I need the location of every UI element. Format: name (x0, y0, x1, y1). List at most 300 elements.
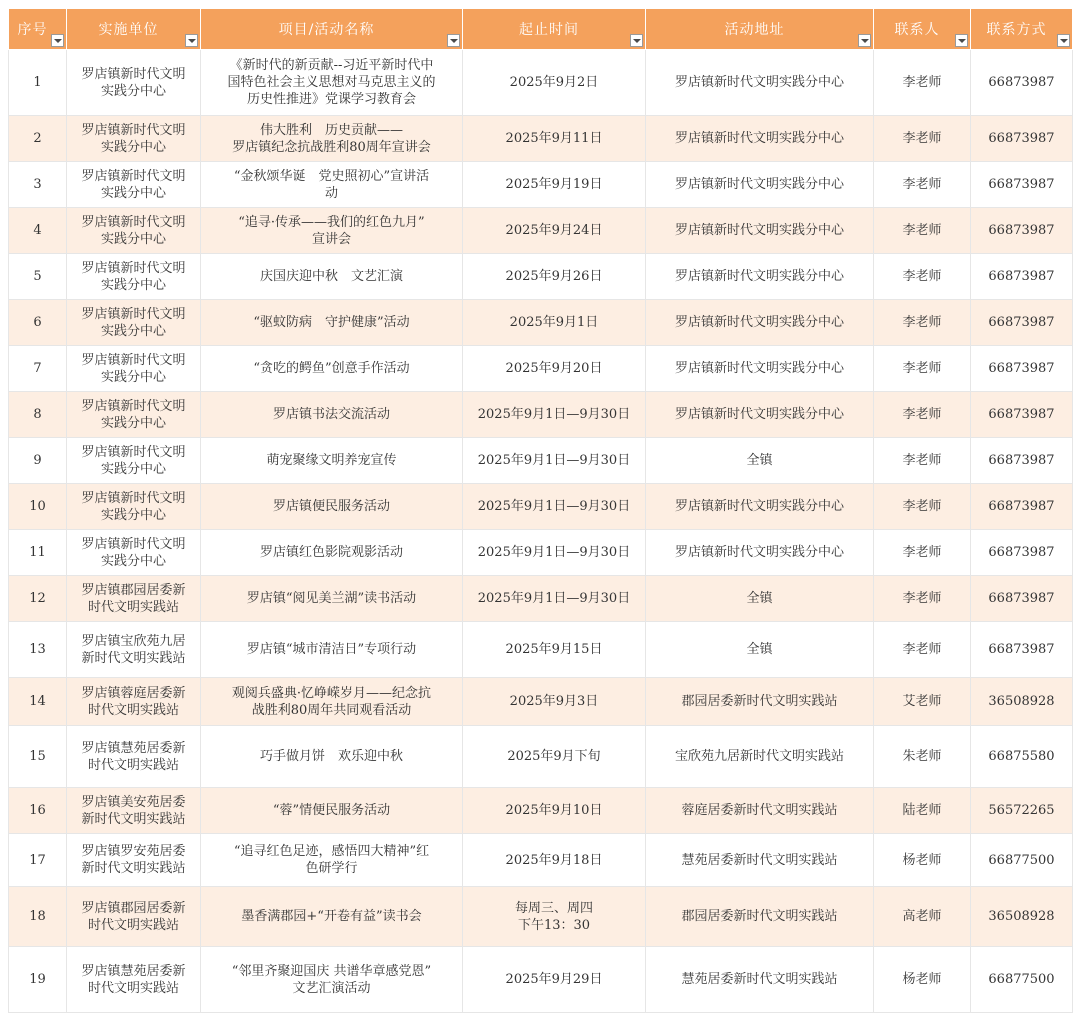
cell-phone[interactable] (971, 834, 1073, 887)
row-number[interactable] (9, 530, 67, 576)
row-number[interactable] (9, 726, 67, 788)
cell-place[interactable] (646, 50, 874, 116)
header-label: 联系方式 (986, 22, 1047, 38)
cell-place[interactable] (646, 254, 874, 300)
cell-time[interactable] (463, 622, 646, 678)
cell-place[interactable] (646, 300, 874, 346)
cell-place-text: 全镇 (746, 642, 773, 657)
cell-place[interactable] (646, 834, 874, 887)
header-label: 起止时间 (519, 22, 579, 38)
cell-contact[interactable] (874, 622, 971, 678)
cell-unit-text: 罗店镇罗安苑居委 新时代文明实践站 (81, 844, 186, 876)
cell-place-text: 宝欣苑九居新时代文明实践站 (674, 749, 844, 764)
cell-unit[interactable] (67, 678, 201, 726)
cell-time-text: 2025年9月29日 (505, 972, 603, 987)
cell-unit-text: 罗店镇郡园居委新 时代文明实践站 (81, 900, 186, 933)
row-number-text: 11 (29, 545, 46, 560)
cell-time-text: 2025年9月下旬 (507, 749, 601, 764)
cell-place[interactable] (646, 346, 874, 392)
cell-unit-text: 罗店镇新时代文明 实践分中心 (81, 536, 186, 569)
cell-time[interactable] (463, 50, 646, 116)
table-row (9, 887, 1073, 947)
filter-dropdown-icon[interactable] (447, 34, 460, 47)
header-cell-name (201, 9, 463, 50)
cell-contact-text: 高老师 (902, 909, 942, 924)
cell-phone-text: 66877500 (988, 972, 1055, 987)
row-number[interactable] (9, 834, 67, 887)
cell-time[interactable] (463, 116, 646, 162)
header-row (9, 9, 1073, 50)
cell-contact[interactable] (874, 50, 971, 116)
cell-phone[interactable] (971, 887, 1073, 947)
cell-phone[interactable] (971, 622, 1073, 678)
row-number[interactable] (9, 947, 67, 1013)
row-number[interactable] (9, 887, 67, 947)
cell-activity-name-text: 罗店镇便民服务活动 (272, 499, 390, 514)
row-number[interactable] (9, 438, 67, 484)
table-row (9, 254, 1073, 300)
row-number[interactable] (9, 50, 67, 116)
row-number-text: 4 (33, 223, 42, 238)
table-row (9, 116, 1073, 162)
cell-place-text: 罗店镇新时代文明实践分中心 (674, 315, 844, 330)
table-row (9, 484, 1073, 530)
cell-contact-text: 李老师 (902, 75, 942, 90)
row-number[interactable] (9, 678, 67, 726)
cell-unit[interactable] (67, 947, 201, 1013)
cell-contact[interactable] (874, 947, 971, 1013)
cell-phone[interactable] (971, 530, 1073, 576)
cell-place-text: 罗店镇新时代文明实践分中心 (674, 499, 844, 514)
cell-time-text: 2025年9月3日 (509, 694, 599, 709)
row-number[interactable] (9, 300, 67, 346)
header-label: 活动地址 (724, 22, 785, 38)
cell-activity-name[interactable] (201, 346, 463, 392)
row-number-text: 9 (33, 453, 42, 468)
table-row (9, 947, 1073, 1013)
cell-activity-name-text: “追寻·传承——我们的红色九月” 宣讲会 (238, 214, 425, 247)
row-number-text: 10 (29, 499, 46, 514)
row-number-text: 18 (29, 909, 46, 924)
cell-place-text: 罗店镇新时代文明实践分中心 (674, 361, 844, 376)
cell-time[interactable] (463, 484, 646, 530)
cell-contact[interactable] (874, 834, 971, 887)
cell-contact-text: 李老师 (902, 223, 942, 238)
cell-time[interactable] (463, 576, 646, 622)
cell-contact-text: 李老师 (902, 591, 942, 606)
table-body (9, 50, 1073, 1013)
cell-unit-text: 罗店镇新时代文明 实践分中心 (81, 490, 186, 523)
cell-place[interactable] (646, 678, 874, 726)
row-number-text: 8 (33, 407, 42, 422)
cell-unit-text: 罗店镇新时代文明 实践分中心 (81, 260, 186, 293)
cell-contact[interactable] (874, 484, 971, 530)
cell-unit[interactable] (67, 116, 201, 162)
cell-unit-text: 罗店镇新时代文明 实践分中心 (81, 214, 186, 247)
filter-dropdown-icon[interactable] (955, 34, 968, 47)
cell-contact-text: 李老师 (902, 545, 942, 560)
cell-phone-text: 66877500 (988, 852, 1055, 868)
cell-activity-name[interactable] (201, 50, 463, 116)
cell-activity-name-text: “邻里齐聚迎国庆 共谱华章感党恩” 文艺汇演活动 (231, 963, 432, 996)
cell-unit[interactable] (67, 726, 201, 788)
cell-phone[interactable] (971, 484, 1073, 530)
cell-time-text: 2025年9月2日 (509, 75, 599, 90)
cell-phone[interactable] (971, 788, 1073, 834)
cell-contact[interactable] (874, 530, 971, 576)
cell-place-text: 郡园居委新时代文明实践站 (681, 694, 838, 709)
row-number-text: 15 (29, 749, 46, 764)
cell-phone[interactable] (971, 678, 1073, 726)
cell-activity-name[interactable] (201, 788, 463, 834)
cell-time-text: 2025年9月1日—9月30日 (477, 453, 631, 468)
cell-activity-name[interactable] (201, 116, 463, 162)
cell-contact-text: 杨老师 (902, 972, 942, 987)
row-number-text: 14 (29, 694, 46, 709)
cell-contact-text: 陆老师 (902, 803, 942, 818)
cell-place[interactable] (646, 392, 874, 438)
cell-place[interactable] (646, 116, 874, 162)
cell-place-text: 罗店镇新时代文明实践分中心 (674, 269, 844, 284)
cell-activity-name-text: “驱蚊防病 守护健康”活动 (253, 315, 410, 330)
cell-activity-name-text: “追寻红色足迹，感悟四大精神”红 色研学行 (233, 844, 430, 876)
cell-contact[interactable] (874, 116, 971, 162)
cell-unit-text: 罗店镇宝欣苑九居 新时代文明实践站 (81, 633, 186, 666)
cell-unit[interactable] (67, 162, 201, 208)
cell-phone-text: 66873987 (988, 177, 1055, 192)
cell-time-text: 2025年9月18日 (505, 852, 603, 868)
cell-time[interactable] (463, 346, 646, 392)
cell-phone-text: 66873987 (988, 315, 1055, 330)
cell-place[interactable] (646, 530, 874, 576)
row-number-text: 19 (29, 972, 46, 987)
cell-unit[interactable] (67, 50, 201, 116)
cell-unit[interactable] (67, 887, 201, 947)
header-label: 序号 (17, 22, 48, 38)
cell-activity-name-text: “金秋颂华诞 党史照初心”宣讲活 动 (233, 168, 430, 201)
table-row (9, 678, 1073, 726)
cell-place-text: 罗店镇新时代文明实践分中心 (674, 407, 844, 422)
cell-place[interactable] (646, 438, 874, 484)
cell-time[interactable] (463, 530, 646, 576)
cell-phone[interactable] (971, 300, 1073, 346)
table-row (9, 162, 1073, 208)
cell-activity-name-text: 墨香满郡园+“开卷有益”读书会 (241, 909, 422, 924)
cell-time-text: 2025年9月1日—9月30日 (477, 407, 631, 422)
cell-time[interactable] (463, 947, 646, 1013)
row-number-text: 13 (29, 642, 46, 657)
cell-time-text: 2025年9月1日—9月30日 (477, 591, 631, 606)
cell-unit-text: 罗店镇新时代文明 实践分中心 (81, 444, 186, 477)
cell-unit[interactable] (67, 788, 201, 834)
header-cell-time (463, 9, 646, 50)
header-label: 实施单位 (98, 22, 159, 38)
cell-place-text: 罗店镇新时代文明实践分中心 (674, 223, 844, 238)
cell-contact[interactable] (874, 887, 971, 947)
cell-phone[interactable] (971, 208, 1073, 254)
cell-contact-text: 李老师 (902, 361, 942, 376)
cell-place-text: 罗店镇新时代文明实践分中心 (674, 545, 844, 560)
cell-phone[interactable] (971, 162, 1073, 208)
cell-contact-text: 李老师 (902, 177, 942, 192)
cell-unit[interactable] (67, 438, 201, 484)
cell-place[interactable] (646, 576, 874, 622)
cell-contact[interactable] (874, 678, 971, 726)
cell-contact[interactable] (874, 576, 971, 622)
row-number-text: 17 (29, 852, 46, 868)
cell-contact-text: 杨老师 (902, 852, 942, 868)
cell-activity-name[interactable] (201, 300, 463, 346)
cell-contact[interactable] (874, 438, 971, 484)
cell-unit[interactable] (67, 254, 201, 300)
cell-phone-text: 66875580 (988, 749, 1055, 764)
cell-time[interactable] (463, 887, 646, 947)
cell-unit-text: 罗店镇新时代文明 实践分中心 (81, 168, 186, 201)
row-number-text: 2 (33, 131, 42, 146)
cell-time-text: 2025年9月1日 (509, 315, 599, 330)
cell-unit-text: 罗店镇新时代文明 实践分中心 (81, 122, 186, 155)
cell-contact[interactable] (874, 788, 971, 834)
cell-place-text: 蓉庭居委新时代文明实践站 (681, 803, 838, 818)
cell-time[interactable] (463, 438, 646, 484)
cell-time[interactable] (463, 392, 646, 438)
activity-table (8, 8, 1073, 1013)
cell-time-text: 2025年9月19日 (505, 177, 603, 192)
cell-activity-name-text: 罗店镇“城市清洁日”专项行动 (246, 642, 417, 657)
cell-unit[interactable] (67, 300, 201, 346)
cell-time-text: 2025年9月11日 (505, 131, 603, 146)
cell-time[interactable] (463, 834, 646, 887)
cell-time[interactable] (463, 254, 646, 300)
cell-place[interactable] (646, 947, 874, 1013)
cell-activity-name[interactable] (201, 726, 463, 788)
cell-activity-name-text: 巧手做月饼 欢乐迎中秋 (259, 749, 403, 764)
cell-activity-name-text: 《新时代的新贡献--习近平新时代中 国特色社会主义思想对马克思主义的 历史性推进》党课学习教育会 (227, 58, 436, 107)
row-number[interactable] (9, 208, 67, 254)
header-cell-no (9, 9, 67, 50)
cell-activity-name[interactable] (201, 392, 463, 438)
row-number[interactable] (9, 346, 67, 392)
table-row (9, 834, 1073, 887)
filter-dropdown-icon[interactable] (630, 34, 643, 47)
cell-unit-text: 罗店镇蓉庭居委新 时代文明实践站 (81, 685, 186, 718)
row-number-text: 1 (33, 75, 42, 90)
header-cell-phone (971, 9, 1073, 50)
cell-activity-name[interactable] (201, 947, 463, 1013)
table-row (9, 726, 1073, 788)
cell-activity-name[interactable] (201, 834, 463, 887)
cell-phone-text: 66873987 (988, 223, 1055, 238)
cell-time[interactable] (463, 726, 646, 788)
cell-place-text: 罗店镇新时代文明实践分中心 (674, 75, 844, 90)
cell-activity-name-text: “贪吃的鳄鱼”创意手作活动 (253, 361, 410, 376)
row-number[interactable] (9, 622, 67, 678)
cell-phone-text: 66873987 (988, 269, 1055, 284)
table-row (9, 576, 1073, 622)
row-number[interactable] (9, 254, 67, 300)
cell-activity-name[interactable] (201, 887, 463, 947)
row-number-text: 6 (33, 315, 42, 330)
filter-dropdown-icon[interactable] (185, 34, 198, 47)
cell-time[interactable] (463, 678, 646, 726)
table-row (9, 208, 1073, 254)
cell-place-text: 罗店镇新时代文明实践分中心 (674, 177, 844, 192)
row-number[interactable] (9, 576, 67, 622)
cell-activity-name[interactable] (201, 530, 463, 576)
cell-activity-name[interactable] (201, 678, 463, 726)
cell-unit[interactable] (67, 392, 201, 438)
row-number-text: 5 (33, 269, 42, 284)
cell-time[interactable] (463, 788, 646, 834)
cell-contact-text: 李老师 (902, 407, 942, 422)
cell-phone[interactable] (971, 392, 1073, 438)
cell-place[interactable] (646, 484, 874, 530)
cell-phone[interactable] (971, 438, 1073, 484)
table-row (9, 300, 1073, 346)
cell-contact[interactable] (874, 392, 971, 438)
cell-contact[interactable] (874, 346, 971, 392)
filter-dropdown-icon[interactable] (51, 34, 64, 47)
cell-activity-name-text: 萌宠聚缘文明养宠宣传 (266, 453, 397, 468)
row-number-text: 3 (33, 177, 42, 192)
row-number[interactable] (9, 392, 67, 438)
filter-dropdown-icon[interactable] (858, 34, 871, 47)
cell-phone-text: 66873987 (988, 453, 1055, 468)
cell-phone-text: 66873987 (988, 499, 1055, 514)
cell-contact-text: 李老师 (902, 131, 942, 146)
cell-activity-name-text: “蓉”情便民服务活动 (272, 803, 391, 818)
cell-place[interactable] (646, 788, 874, 834)
cell-unit-text: 罗店镇新时代文明 实践分中心 (81, 306, 186, 339)
cell-activity-name-text: 观阅兵盛典·忆峥嵘岁月——纪念抗 战胜利80周年共同观看活动 (231, 685, 432, 718)
cell-contact[interactable] (874, 208, 971, 254)
cell-unit-text: 罗店镇郡园居委新 时代文明实践站 (81, 582, 186, 615)
cell-contact[interactable] (874, 726, 971, 788)
cell-phone[interactable] (971, 576, 1073, 622)
cell-activity-name[interactable] (201, 208, 463, 254)
cell-activity-name-text: 罗店镇红色影院观影活动 (259, 545, 403, 560)
cell-contact-text: 朱老师 (902, 749, 942, 764)
cell-unit[interactable] (67, 622, 201, 678)
cell-time-text: 2025年9月24日 (505, 223, 603, 238)
cell-unit[interactable] (67, 834, 201, 887)
cell-phone-text: 36508928 (988, 694, 1055, 709)
header-label: 项目/活动名称 (278, 22, 375, 38)
cell-phone-text: 36508928 (988, 909, 1055, 924)
cell-contact[interactable] (874, 162, 971, 208)
cell-unit-text: 罗店镇慧苑居委新 时代文明实践站 (81, 740, 186, 773)
cell-phone[interactable] (971, 726, 1073, 788)
cell-place-text: 全镇 (746, 591, 773, 606)
filter-dropdown-icon[interactable] (1057, 34, 1070, 47)
cell-activity-name[interactable] (201, 576, 463, 622)
row-number[interactable] (9, 162, 67, 208)
cell-unit-text: 罗店镇新时代文明 实践分中心 (81, 398, 186, 431)
cell-phone[interactable] (971, 116, 1073, 162)
cell-unit-text: 罗店镇新时代文明 实践分中心 (81, 352, 186, 385)
cell-time-text: 2025年9月1日—9月30日 (477, 499, 631, 514)
cell-place-text: 慧苑居委新时代文明实践站 (681, 852, 838, 868)
cell-phone-text: 66873987 (988, 131, 1055, 146)
cell-place-text: 罗店镇新时代文明实践分中心 (674, 131, 844, 146)
cell-unit[interactable] (67, 208, 201, 254)
cell-time[interactable] (463, 208, 646, 254)
cell-time-text: 2025年9月20日 (505, 361, 603, 376)
row-number-text: 12 (29, 591, 46, 606)
cell-activity-name-text: 伟大胜利 历史贡献—— 罗店镇纪念抗战胜利80周年宣讲会 (232, 122, 431, 155)
cell-unit-text: 罗店镇新时代文明 实践分中心 (81, 66, 186, 99)
cell-unit[interactable] (67, 576, 201, 622)
cell-time-text: 2025年9月1日—9月30日 (477, 545, 631, 560)
cell-activity-name[interactable] (201, 484, 463, 530)
row-number[interactable] (9, 788, 67, 834)
header-cell-contact (874, 9, 971, 50)
cell-contact[interactable] (874, 300, 971, 346)
cell-phone[interactable] (971, 50, 1073, 116)
cell-activity-name-text: 罗店镇“阅见美兰湖”读书活动 (246, 591, 417, 606)
cell-activity-name[interactable] (201, 438, 463, 484)
row-number[interactable] (9, 484, 67, 530)
header-label: 联系人 (894, 22, 940, 38)
table-row (9, 622, 1073, 678)
table-row (9, 50, 1073, 116)
cell-unit[interactable] (67, 484, 201, 530)
cell-place[interactable] (646, 622, 874, 678)
cell-place[interactable] (646, 887, 874, 947)
cell-place-text: 郡园居委新时代文明实践站 (681, 909, 838, 924)
cell-place[interactable] (646, 208, 874, 254)
cell-unit[interactable] (67, 530, 201, 576)
cell-place-text: 全镇 (746, 453, 773, 468)
cell-contact-text: 李老师 (902, 315, 942, 330)
table-row (9, 530, 1073, 576)
cell-contact[interactable] (874, 254, 971, 300)
table-row (9, 346, 1073, 392)
row-number[interactable] (9, 116, 67, 162)
cell-phone-text: 66873987 (988, 361, 1055, 376)
cell-phone[interactable] (971, 346, 1073, 392)
cell-time[interactable] (463, 162, 646, 208)
cell-contact-text: 李老师 (902, 453, 942, 468)
cell-place-text: 慧苑居委新时代文明实践站 (681, 972, 838, 987)
row-number-text: 16 (29, 803, 46, 818)
cell-activity-name[interactable] (201, 162, 463, 208)
cell-phone[interactable] (971, 947, 1073, 1013)
cell-phone-text: 66873987 (988, 75, 1055, 90)
cell-phone-text: 56572265 (988, 803, 1055, 818)
table-row (9, 788, 1073, 834)
cell-activity-name-text: 罗店镇书法交流活动 (272, 407, 390, 422)
cell-contact-text: 李老师 (902, 269, 942, 284)
cell-phone[interactable] (971, 254, 1073, 300)
cell-contact-text: 李老师 (902, 642, 942, 657)
cell-time-text: 每周三、周四 下午13：30 (514, 900, 593, 933)
cell-time-text: 2025年9月10日 (505, 803, 603, 818)
cell-phone-text: 66873987 (988, 591, 1055, 606)
table-row (9, 392, 1073, 438)
cell-activity-name-text: 庆国庆迎中秋 文艺汇演 (259, 269, 403, 284)
header-cell-unit (67, 9, 201, 50)
cell-place[interactable] (646, 726, 874, 788)
cell-place[interactable] (646, 162, 874, 208)
cell-time-text: 2025年9月15日 (505, 642, 603, 657)
row-number-text: 7 (33, 361, 42, 376)
cell-activity-name[interactable] (201, 622, 463, 678)
cell-unit[interactable] (67, 346, 201, 392)
cell-time[interactable] (463, 300, 646, 346)
cell-activity-name[interactable] (201, 254, 463, 300)
header-cell-place (646, 9, 874, 50)
